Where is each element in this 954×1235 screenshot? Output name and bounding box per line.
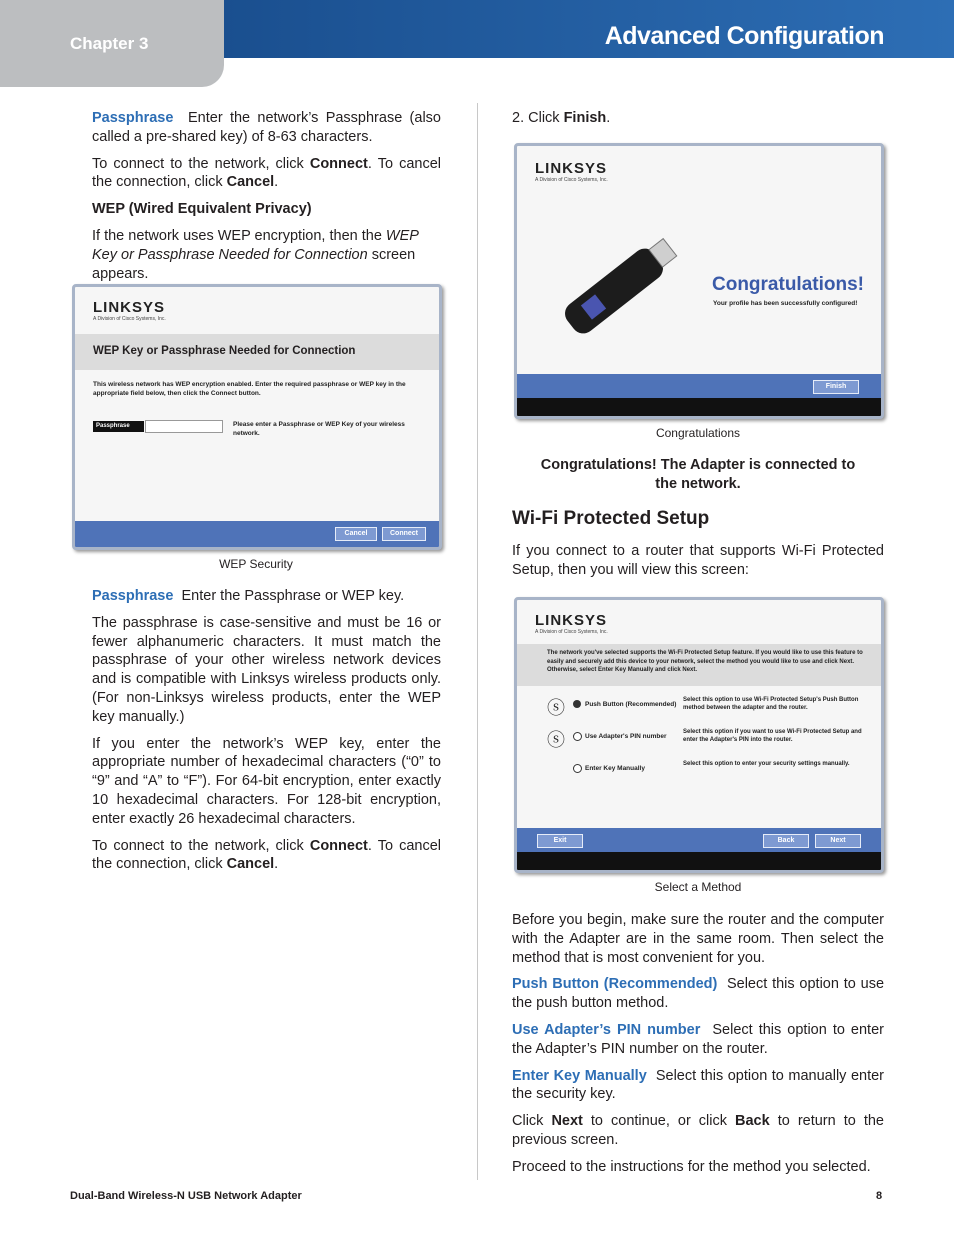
logo-text: LINKSYS	[535, 612, 608, 629]
paragraph-before-begin: Before you begin, make sure the router and the computer with the Adapter are in the same room. Then select the method that is most convenient for you.	[512, 912, 884, 966]
next-button[interactable]: Next	[815, 834, 861, 848]
wps-icon-1: ⓢ	[547, 698, 565, 718]
text: Enter the Passphrase or WEP key.	[181, 588, 405, 604]
radio-pin[interactable]	[573, 732, 582, 741]
term-passphrase: Passphrase	[92, 110, 174, 126]
connected-message: Congratulations! The Adapter is connected to the network.	[540, 457, 856, 492]
method-intro: The network you've selected supports the Wi-Fi Protected Setup feature. If you would like to use this feature to easily and securely add this device to your network, select the method you would like to use and click Next. Otherwise, select Enter Key Manually and click Next.	[547, 650, 863, 673]
passphrase-input[interactable]	[145, 420, 223, 433]
text: If the network uses WEP encryption, then the	[92, 227, 386, 244]
right-column-lower	[512, 911, 884, 1185]
chapter-tab	[0, 0, 224, 87]
caption-congratulations: Congratulations	[655, 426, 741, 440]
paragraph-case-sensitive: The passphrase is case-sensitive and must be 16 or fewer alphanumeric characters. It must match the passphrase of your other wireless network devices and is compatible with Linksys wireless products only. (For non-Linksys wireless products, enter the WEP key manually.)	[92, 614, 441, 725]
title-band	[75, 334, 439, 370]
wep-security-screenshot	[72, 284, 442, 550]
linksys-logo	[535, 612, 608, 635]
text: screen appears.	[92, 246, 416, 282]
chapter-label: Chapter 3	[70, 34, 149, 53]
paragraph-push-button	[512, 975, 884, 1013]
page-title: Advanced Configuration	[604, 22, 884, 50]
option-manual[interactable]: Enter Key Manually	[585, 765, 645, 772]
radio-push-button[interactable]	[573, 700, 581, 708]
connect-word: Connect	[309, 155, 368, 172]
caption-wep-security: WEP Security	[219, 557, 293, 571]
page-number: 8	[876, 1190, 883, 1202]
cancel-button[interactable]: Cancel	[335, 527, 377, 541]
success-text: Your profile has been successfully configured!	[713, 300, 858, 307]
wps-icon-2: ⓢ	[547, 730, 565, 750]
congratulations-screenshot	[514, 143, 884, 419]
option-push-desc: Select this option to use Wi-Fi Protected Setup's Push Button method between the adapter and the router.	[683, 697, 859, 711]
text: .	[274, 856, 279, 873]
cancel-word: Cancel	[226, 174, 275, 191]
paragraph-connect-1	[92, 155, 441, 193]
text: .	[274, 174, 279, 191]
finish-button[interactable]: Finish	[813, 380, 859, 394]
text: Click	[512, 1113, 552, 1130]
text: to continue, or click	[582, 1113, 736, 1130]
option-manual-desc: Select this option to enter your security settings manually.	[683, 761, 850, 767]
text: To connect to the network, click	[92, 837, 310, 854]
button-bar	[75, 521, 439, 547]
term-pin: Use Adapter’s PIN number	[512, 1021, 701, 1038]
next-word: Next	[551, 1113, 583, 1130]
text: 2. Click	[512, 110, 564, 126]
text: To connect to the network, click	[92, 155, 310, 172]
column-divider	[477, 103, 478, 1180]
text: This wireless network has WEP encryption enabled. Enter the required passphrase or WEP key in the appropriate field below, then click the	[93, 381, 406, 397]
hint-text: Please enter a Passphrase or WEP Key of your wireless network.	[233, 421, 405, 437]
dialog-title: WEP Key or Passphrase Needed for Connection	[93, 345, 356, 357]
status-strip	[517, 398, 881, 416]
connect-button[interactable]: Connect	[382, 527, 426, 541]
logo-text: LINKSYS	[93, 299, 166, 316]
text: . To cancel the connection, click	[92, 837, 442, 873]
linksys-logo	[535, 160, 608, 183]
term-push-button: Push Button (Recommended)	[512, 976, 718, 993]
usb-adapter-image	[539, 236, 689, 346]
back-button[interactable]: Back	[763, 834, 809, 848]
linksys-logo	[93, 299, 166, 322]
back-word: Back	[735, 1113, 770, 1130]
paragraph-passphrase	[92, 109, 441, 147]
left-column	[92, 109, 441, 291]
radio-manual[interactable]	[573, 764, 582, 773]
text: . To cancel the connection, click	[92, 155, 442, 191]
select-method-screenshot	[514, 597, 884, 873]
text: Select this option to use the push button method.	[512, 976, 885, 1012]
text: button.	[236, 390, 261, 397]
option-pin-desc: Select this option if you want to use Wi-Fi Protected Setup and enter the Adapter's PIN into the router.	[683, 729, 862, 743]
wps-heading: Wi-Fi Protected Setup	[512, 508, 710, 529]
passphrase-label: Passphrase	[93, 421, 144, 432]
option-pin[interactable]: Use Adapter's PIN number	[585, 733, 667, 740]
footer-product: Dual-Band Wireless-N USB Network Adapter	[70, 1190, 302, 1202]
logo-sub: A Division of Cisco Systems, Inc.	[535, 629, 608, 635]
left-column-lower	[92, 587, 441, 882]
cancel-word: Cancel	[226, 856, 275, 873]
text: Select this option to manually enter the security key.	[512, 1067, 885, 1103]
paragraph-hex: If you enter the network’s WEP key, enter the appropriate number of hexadecimal characters (“0” to “9” and “A” to “F”). For 64-bit encryption, enter exactly 10 hexadecimal characters. For 128-bit encryption, enter exactly 26 hexadecimal characters.	[92, 735, 441, 827]
screen-name: WEP Key or Passphrase Needed for Connection	[92, 227, 419, 263]
text: Select this option to enter the Adapter’s PIN number on the router.	[512, 1021, 884, 1057]
logo-text: LINKSYS	[535, 160, 608, 177]
button-bar	[517, 374, 881, 398]
passphrase-desc: Enter the network’s Passphrase (also called a pre-shared key) of 8-63 characters.	[92, 110, 441, 145]
text: Connect	[210, 390, 237, 397]
intro-band	[517, 644, 881, 686]
term-manual: Enter Key Manually	[512, 1067, 647, 1084]
button-bar	[517, 828, 881, 852]
wps-intro: If you connect to a router that supports Wi-Fi Protected Setup, then you will view this screen:	[512, 543, 884, 578]
paragraph-wep	[92, 227, 441, 283]
paragraph-proceed: Proceed to the instructions for the method you selected.	[512, 1158, 871, 1175]
paragraph-manual	[512, 1067, 884, 1105]
wep-heading: WEP (Wired Equivalent Privacy)	[92, 201, 312, 218]
caption-select-method: Select a Method	[654, 880, 742, 894]
step-2	[512, 109, 884, 128]
text: to return to the previous screen.	[512, 1113, 884, 1148]
paragraph-next-back	[512, 1112, 884, 1150]
text: .	[606, 110, 611, 126]
dialog-desc	[93, 380, 413, 398]
paragraph-passphrase-2	[92, 587, 441, 606]
option-push-button[interactable]: Push Button (Recommended)	[585, 701, 677, 708]
paragraph-connect-2	[92, 837, 441, 875]
title-bar	[224, 0, 954, 58]
exit-button[interactable]: Exit	[537, 834, 583, 848]
finish-word: Finish	[563, 110, 607, 126]
logo-sub: A Division of Cisco Systems, Inc.	[535, 177, 608, 183]
congratulations-heading: Congratulations!	[712, 274, 864, 295]
connect-word: Connect	[309, 837, 368, 854]
term-passphrase-2: Passphrase	[92, 588, 174, 604]
logo-sub: A Division of Cisco Systems, Inc.	[93, 316, 166, 322]
paragraph-pin	[512, 1021, 884, 1059]
status-strip	[517, 852, 881, 870]
